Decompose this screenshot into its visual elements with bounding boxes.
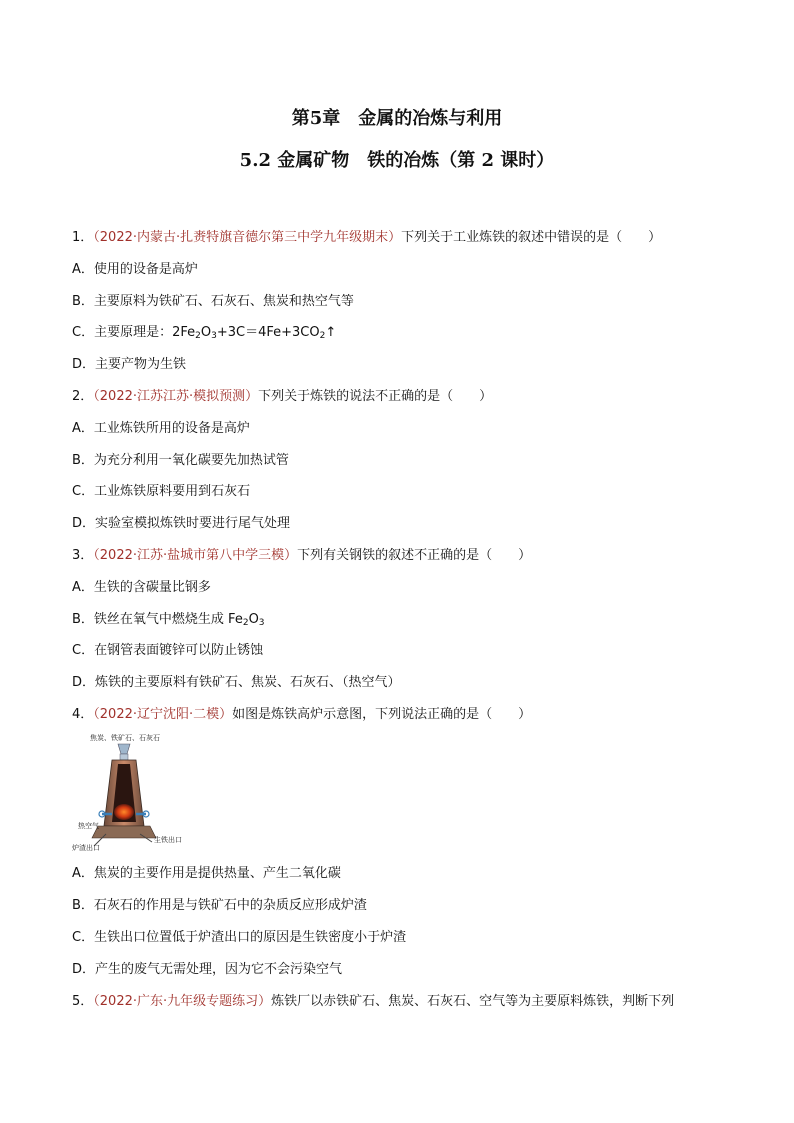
- furnace-base: [92, 826, 156, 838]
- blast-furnace-diagram: [72, 730, 192, 852]
- question-source: （2022·江苏·盐城市第八中学三模）: [93, 548, 298, 563]
- label-iron-outlet: 生铁出口: [154, 836, 182, 844]
- question-3-option-b: B．铁丝在氧气中燃烧生成 $Fe_2O_3$: [72, 612, 265, 628]
- blast-furnace-svg: [72, 730, 192, 852]
- question-1-option-a: A．使用的设备是高炉: [72, 262, 198, 277]
- question-4-stem: 4．（2022·辽宁沈阳·二模）如图是炼铁高炉示意图，下列说法正确的是（ ）: [72, 707, 532, 722]
- question-2-option-d: D．实验室模拟炼铁时要进行尾气处理: [72, 516, 291, 531]
- question-4-option-b: B．石灰石的作用是与铁矿石中的杂质反应形成炉渣: [72, 898, 367, 913]
- lesson-title: 5.2 金属矿物 铁的冶炼（第 2 课时）: [239, 150, 555, 171]
- chapter-title: 第5章 金属的冶炼与利用: [291, 108, 503, 129]
- question-2-stem: 2．（2022·江苏江苏·模拟预测）下列关于炼铁的说法不正确的是（ ）: [72, 389, 493, 404]
- question-4-option-c: C．生铁出口位置低于炉渣出口的原因是生铁密度小于炉渣: [72, 930, 407, 945]
- label-top: 焦炭、铁矿石、石灰石: [90, 734, 160, 742]
- question-source: （2022·广东·九年级专题练习）: [93, 994, 272, 1009]
- question-3-stem: 3．（2022·江苏·盐城市第八中学三模）下列有关钢铁的叙述不正确的是（ ）: [72, 548, 532, 563]
- question-2-option-b: B．为充分利用一氧化碳要先加热试管: [72, 453, 289, 468]
- question-4-option-d: D．产生的废气无需处理，因为它不会污染空气: [72, 962, 343, 977]
- question-3-option-a: A．生铁的含碳量比钢多: [72, 580, 211, 595]
- question-3-option-c: C．在钢管表面镀锌可以防止锈蚀: [72, 643, 264, 658]
- question-3-option-d: D．炼铁的主要原料有铁矿石、焦炭、石灰石、（热空气）: [72, 675, 401, 690]
- question-1-option-b: B．主要原料为铁矿石、石灰石、焦炭和热空气等: [72, 294, 354, 309]
- question-4-option-a: A．焦炭的主要作用是提供热量、产生二氧化碳: [72, 866, 341, 881]
- furnace-fire: [114, 804, 134, 820]
- question-1-option-d: D．主要产物为生铁: [72, 357, 187, 372]
- question-source: （2022·辽宁沈阳·二模）: [93, 707, 233, 722]
- question-source: （2022·内蒙古·扎赉特旗音德尔第三中学九年级期末）: [93, 230, 402, 245]
- question-1-stem: 1．（2022·内蒙古·扎赉特旗音德尔第三中学九年级期末）下列关于工业炼铁的叙述中错误的是（ ）: [72, 230, 662, 245]
- label-slag-outlet: 炉渣出口: [72, 844, 100, 852]
- question-source: （2022·江苏江苏·模拟预测）: [93, 389, 259, 404]
- question-2-option-a: A．工业炼铁所用的设备是高炉: [72, 421, 250, 436]
- label-hot-air: 热空气: [78, 822, 99, 830]
- question-2-option-c: C．工业炼铁原料要用到石灰石: [72, 484, 251, 499]
- furnace-throat: [120, 754, 128, 760]
- furnace-hopper: [118, 744, 130, 754]
- question-1-option-c: C．主要原理是：$2Fe_2O_3+3C=4Fe+3CO_2↑$: [72, 325, 337, 341]
- question-5-stem: 5．（2022·广东·九年级专题练习）炼铁厂以赤铁矿石、焦炭、石灰石、空气等为主要原料炼铁，判断下列: [72, 994, 675, 1009]
